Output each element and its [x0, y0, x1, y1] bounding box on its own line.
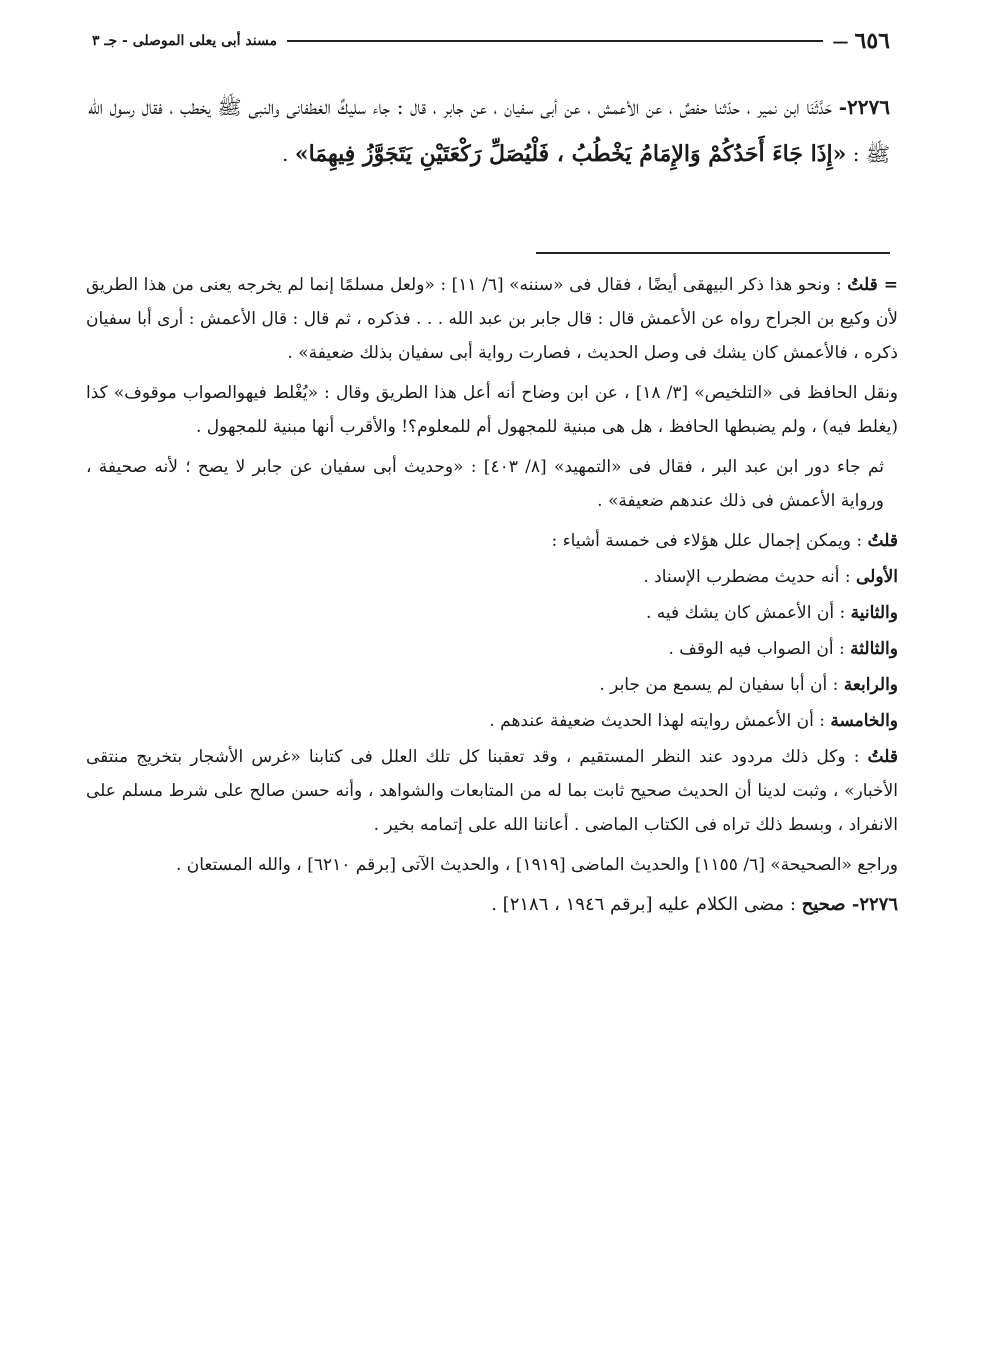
hadith-matn: «إِذَا جَاءَ أَحَدُكُمْ وَالإِمَامُ يَخْطُبُ ، فَلْيُصَلِّ رَكْعَتَيْنِ يَتَجَوَّزُ فِيهِمَا» — [294, 141, 847, 167]
hadith-number: ٢٢٧٦- — [838, 95, 890, 119]
note-label: قلتُ — [847, 275, 878, 295]
takhrij-line — [86, 888, 898, 922]
note-paragraph — [86, 740, 898, 842]
footnotes — [86, 268, 898, 928]
list-item-label: والخامسة — [830, 711, 898, 731]
note-text: وراجع «الصحيحة» [٦/ ١١٥٥] والحديث الماضى [١٩١٩] ، والحديث الآتى [برقم ٦٢١٠] ، والله المستعان . — [175, 855, 898, 875]
note-label: قلتُ — [867, 747, 898, 767]
takhrij-number: ٢٢٧٦- — [851, 894, 898, 915]
list-item — [86, 632, 898, 666]
takhrij-grade: صحيح — [801, 894, 852, 915]
running-head: مسند أبى يعلى الموصلى - جـ ٣ — [92, 33, 277, 49]
list-item-text: : أن الأعمش كان يشك فيه . — [646, 603, 851, 623]
page-number: ٦٥٦ — [854, 28, 890, 54]
note-text: ثم جاء دور ابن عبد البر ، فقال فى «التمهيد» [٨/ ٤٠٣] : «وحديث أبى سفيان عن جابر لا يصح ؛ لأنه صحيفة ، ورواية الأعمش فى ذلك عندهم ضعيفة» . — [86, 457, 884, 511]
note-paragraph — [86, 376, 898, 444]
list-item-text: : أنه حديث مضطرب الإسناد . — [643, 567, 857, 587]
list-item — [86, 596, 898, 630]
takhrij-text: : مضى الكلام عليه [برقم ١٩٤٦ ، ٢١٨٦] . — [491, 894, 802, 915]
note-text: : ويمكن إجمال علل هؤلاء فى خمسة أشياء : — [551, 531, 868, 551]
list-item-label: والثانية — [850, 603, 898, 623]
note-text: : ونحو هذا ذكر البيهقى أيضًا ، فقال فى «سننه» [٦/ ١١] : «ولعل مسلمًا إنما لم يخرجه يعنى من هذا الطريق لأن وكيع بن الجراح رواه عن الأعمش قال : قال جابر بن عبد الله . . . فذكره ، ثم قال : قال الأعمش : أرى أبا سفيان ذكره ، فالأعمش كان يشك فى وصل الحديث ، فصارت رواية أبى سفيان بذلك ضعيفة» . — [86, 275, 898, 363]
list-item — [86, 668, 898, 702]
note-paragraph — [86, 450, 898, 518]
isnad-text: حَدَّثَنَا ابن نمير ، حدّثنا حفصٌ ، عن الأعمش ، عن أبى سفيان ، عن جابر ، قال : جاء سليكٌ الغطفانى والنبى ﷺ يخطب ، فقال رسول الله ﷺ : — [88, 95, 890, 166]
note-label: قلتُ — [867, 531, 898, 551]
note-paragraph — [86, 524, 898, 558]
list-item-text: : أن أبا سفيان لم يسمع من جابر . — [599, 675, 844, 695]
hadith-end: . — [282, 142, 295, 166]
footnote-separator — [536, 252, 890, 254]
continuation-mark: = — [883, 275, 898, 295]
header-rule — [287, 40, 823, 42]
page-header — [92, 28, 890, 54]
list-item-label: والرابعة — [843, 675, 898, 695]
list-item-text: : أن الأعمش روايته لهذا الحديث ضعيفة عندهم . — [489, 711, 831, 731]
list-item-text: : أن الصواب فيه الوقف . — [668, 639, 851, 659]
note-text: : وكل ذلك مردود عند النظر المستقيم ، وقد تعقبنا كل تلك العلل فى كتابنا «غرس الأشجار بتخريج منتقى الأخبار» ، وثبت لدينا أن الحديث صحيح ثابت بما له من المتابعات والشواهد ، وأنه حسن صالح على شرط مسلم على الانفراد ، وبسط ذلك تراه فى الكتاب الماضى . أعاننا الله على إتمامه بخير . — [86, 747, 898, 835]
main-hadith-text — [88, 84, 890, 178]
note-paragraph — [86, 848, 898, 882]
list-item — [86, 704, 898, 738]
list-item-label: والثالثة — [850, 639, 898, 659]
note-paragraph — [86, 268, 898, 370]
note-text: ونقل الحافظ فى «التلخيص» [٣/ ١٨] ، عن ابن وضاح أنه أعل هذا الطريق وقال : «يُغْلط فيهوالصواب موقوف» كذا (يغلط فيه) ، ولم يضبطها الحافظ ، هل هى مبنية للمجهول أم للمعلوم؟! والأقرب أنها مبنية للمجهول . — [86, 383, 899, 437]
list-item-label: الأولى — [856, 567, 898, 587]
header-dash: — — [832, 31, 849, 51]
list-item — [86, 560, 898, 594]
